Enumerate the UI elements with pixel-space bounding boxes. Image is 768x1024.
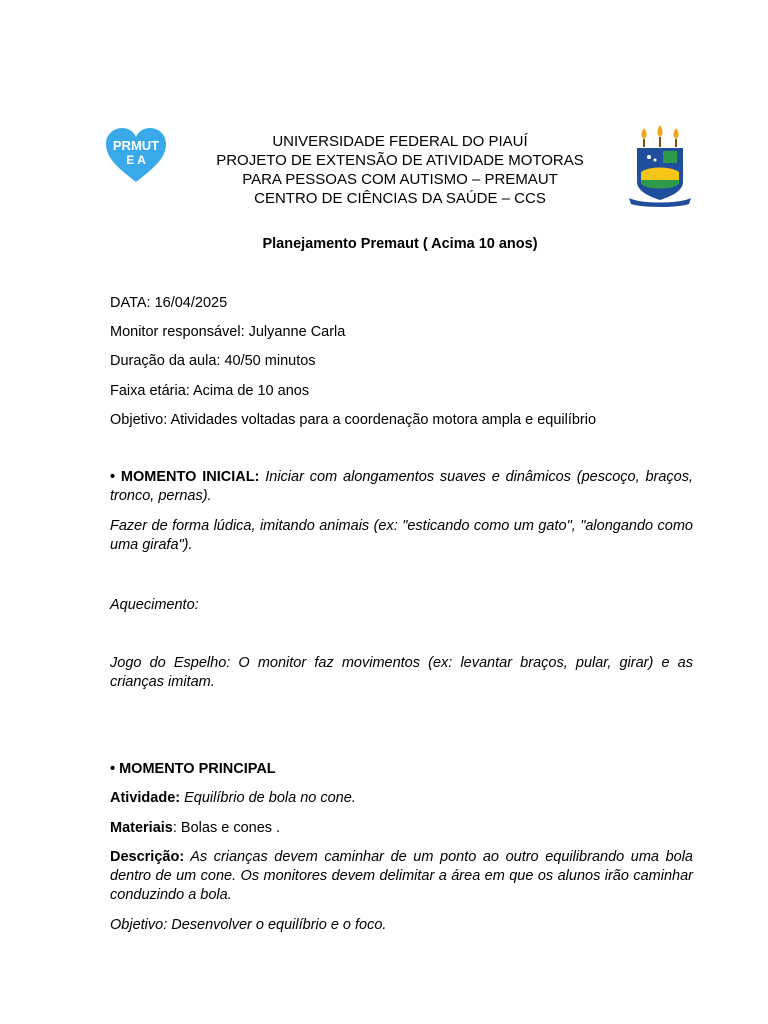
objetivo-principal-paragraph bbox=[110, 916, 693, 935]
info-age-row bbox=[110, 382, 694, 400]
logo-left-text-bottom: E A bbox=[126, 153, 146, 167]
header-line-university: UNIVERSIDADE FEDERAL DO PIAUÍ bbox=[272, 133, 528, 150]
momento-principal-heading-block bbox=[110, 760, 693, 779]
jogo-espelho-text: Jogo do Espelho: O monitor faz movimentos (ex: levantar braços, pular, girar) e as crianças imitam. bbox=[110, 655, 693, 690]
premaut-heart-logo-icon bbox=[104, 126, 168, 184]
info-age-range: Faixa etária: Acima de 10 anos bbox=[110, 383, 310, 399]
jogo-espelho-paragraph bbox=[110, 654, 693, 692]
aquecimento-paragraph bbox=[110, 596, 693, 615]
torch-icon bbox=[657, 125, 662, 147]
descricao-text: As crianças devem caminhar de um ponto ao outro equilibrando uma bola dentro de um cone. Os monitores devem delimitar a área em que os alunos irão caminhar conduzindo a bola. bbox=[110, 849, 693, 903]
momento-inicial-text: Iniciar com alongamentos suaves e dinâmicos (pescoço, braços, tronco, pernas). bbox=[110, 469, 693, 504]
info-date: DATA: 16/04/2025 bbox=[110, 295, 228, 311]
document-title: Planejamento Premaut ( Acima 10 anos) bbox=[262, 236, 538, 252]
info-duration: Duração da aula: 40/50 minutos bbox=[110, 353, 316, 369]
momento-inicial-extra-paragraph bbox=[110, 517, 693, 555]
info-monitor: Monitor responsável: Julyanne Carla bbox=[110, 324, 346, 340]
header-line-project: PROJETO DE EXTENSÃO DE ATIVIDADE MOTORAS bbox=[216, 152, 584, 169]
atividade-label: Atividade: bbox=[110, 790, 181, 806]
info-data bbox=[110, 294, 694, 312]
ufpi-crest-logo-icon bbox=[627, 124, 693, 208]
info-objective-row bbox=[110, 411, 694, 429]
descricao-label: Descrição: bbox=[110, 849, 185, 865]
info-objective: Objetivo: Atividades voltadas para a coordenação motora ampla e equilíbrio bbox=[110, 412, 597, 428]
header-line-audience: PARA PESSOAS COM AUTISMO – PREMAUT bbox=[242, 171, 558, 188]
momento-inicial-extra: Fazer de forma lúdica, imitando animais (ex: "esticando como um gato", "alongando como uma girafa"). bbox=[110, 518, 693, 553]
momento-inicial-paragraph bbox=[110, 468, 693, 506]
info-duration-row bbox=[110, 352, 694, 370]
info-monitor-row bbox=[110, 323, 694, 341]
torch-icon bbox=[641, 128, 646, 147]
materiais-paragraph bbox=[110, 819, 693, 838]
descricao-paragraph bbox=[110, 848, 693, 905]
institution-header bbox=[180, 132, 620, 208]
logo-left-text-top: PRMUT bbox=[112, 138, 160, 153]
materiais-text: : Bolas e cones . bbox=[172, 820, 281, 836]
atividade-text: Equilíbrio de bola no cone. bbox=[180, 790, 356, 806]
momento-principal-heading: • MOMENTO PRINCIPAL bbox=[110, 761, 276, 777]
aquecimento-label: Aquecimento: bbox=[110, 597, 199, 613]
materiais-label: Materiais bbox=[110, 820, 173, 836]
header-line-center: CENTRO DE CIÊNCIAS DA SAÚDE – CCS bbox=[254, 190, 546, 207]
torch-icon bbox=[673, 128, 678, 147]
objetivo-principal-text: Objetivo: Desenvolver o equilíbrio e o foco. bbox=[110, 917, 387, 933]
atividade-paragraph bbox=[110, 789, 693, 808]
momento-inicial-label: • MOMENTO INICIAL: bbox=[110, 469, 260, 485]
